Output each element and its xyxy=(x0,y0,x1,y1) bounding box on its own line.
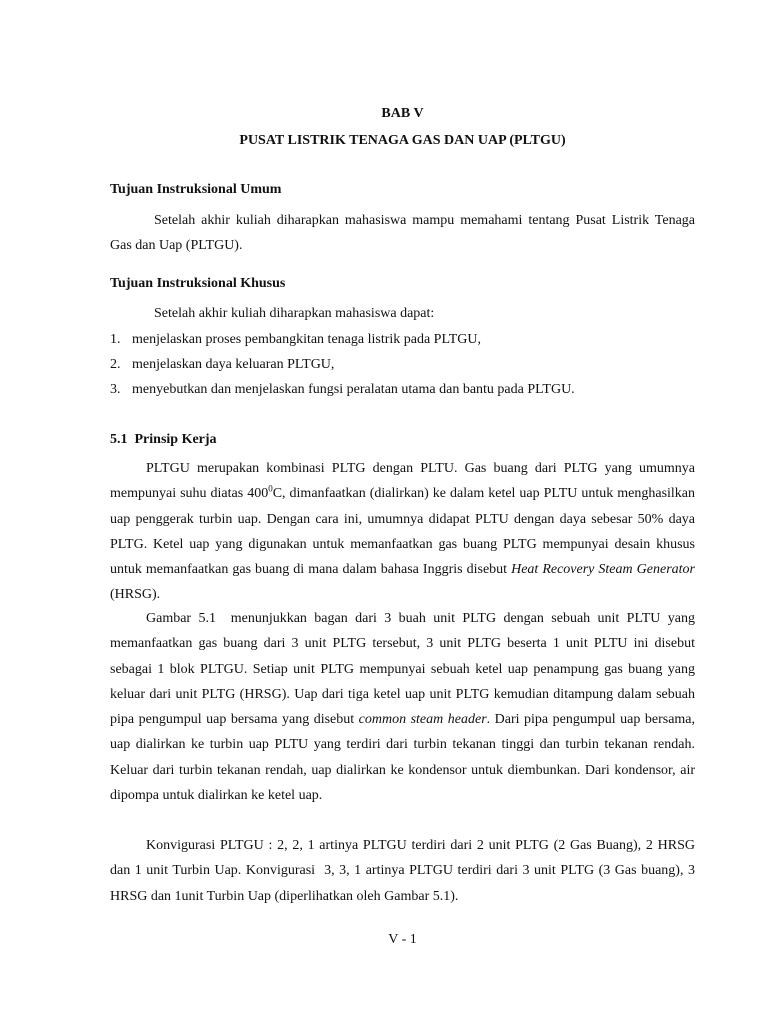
hrsg-term: Heat Recovery Steam Generator xyxy=(511,562,695,578)
list-text: menyebutkan dan menjelaskan fungsi peralatan utama dan bantu pada PLTGU. xyxy=(132,382,575,397)
paragraph-3: Konvigurasi PLTGU : 2, 2, 1 artinya PLTGU terdiri dari 2 unit PLTG (2 Gas Buang), 2 HRSG dan 1 unit Turbin Uap. Konvigurasi 3, 3, 1 artinya PLTGU terdiri dari 3 unit PLTG (3 Gas buang), 3 HRSG dan 1unit Turbin Uap (diperlihatkan oleh Gambar 5.1). xyxy=(110,838,699,904)
list-number: 1. xyxy=(110,332,121,347)
paragraph-1-text-c: (HRSG). xyxy=(110,587,161,603)
chapter-label: BAB V xyxy=(381,106,424,121)
chapter-title: PUSAT LISTRIK TENAGA GAS DAN UAP (PLTGU) xyxy=(239,133,566,148)
tik-intro: Setelah akhir kuliah diharapkan mahasiswa dapat: xyxy=(154,306,435,321)
page-number: V - 1 xyxy=(388,932,417,947)
list-item xyxy=(110,357,695,382)
tiu-heading: Tujuan Instruksional Umum xyxy=(110,182,282,197)
list-text: menjelaskan daya keluaran PLTGU, xyxy=(132,357,335,372)
tik-heading: Tujuan Instruksional Khusus xyxy=(110,276,286,291)
paragraph-1 xyxy=(110,456,695,608)
list-item xyxy=(110,382,695,407)
common-steam-header-term: common steam header xyxy=(358,712,487,728)
paragraph-2 xyxy=(110,606,699,808)
list-text: menjelaskan proses pembangkitan tenaga listrik pada PLTGU, xyxy=(132,332,482,347)
list-number: 3. xyxy=(110,382,121,397)
paragraph-2-text-a: Gambar 5.1 menunjukkan bagan dari 3 buah unit PLTG dengan sebuah unit PLTU yang memanfaatkan gas buang dari 3 unit PLTG tersebut, 3 unit PLTG beserta 1 unit PLTU ini disebut sebagai 1 blok PLTGU. Setiap unit PLTG mempunyai sebuah ketel uap penampung gas buang yang keluar dari unit PLTG (HRSG). Uap dari tiga ketel uap unit PLTG kemudian ditampung dalam sebuah pipa pengumpul uap bersama yang disebut xyxy=(110,611,699,728)
section-heading: 5.1 Prinsip Kerja xyxy=(110,432,217,447)
paragraph-1-text-b: C, dimanfaatkan (dialirkan) ke dalam ketel uap PLTU untuk menghasilkan uap penggerak turbin uap. Dengan cara ini, umumnya didapat PLTU dengan daya sebesar 50% daya PLTG. Ketel uap yang digunakan untuk memanfaatkan gas buang PLTG mempunyai desain khusus untuk memanfaatkan gas buang di mana dalam bahasa Inggris disebut xyxy=(110,486,696,578)
degree-superscript: 0 xyxy=(268,483,273,494)
paragraph-2-text-b: . Dari pipa pengumpul uap bersama, uap dialirkan ke turbin uap PLTU yang terdiri dari turbin tekanan tinggi dan turbin tekanan rendah. Keluar dari turbin tekanan rendah, uap dialirkan ke kondensor untuk diembunkan. Dari kondensor, air dipompa untuk dialirkan ke ketel uap. xyxy=(110,712,699,804)
objective-list xyxy=(110,332,695,407)
tiu-paragraph: Setelah akhir kuliah diharapkan mahasiswa mampu memahami tentang Pusat Listrik Tenaga Gas dan Uap (PLTGU). xyxy=(110,213,695,254)
paragraph-1-text-a: PLTGU merupakan kombinasi PLTG dengan PLTU. Gas buang dari PLTG yang umumnya mempunyai suhu diatas 400 xyxy=(110,461,695,502)
list-number: 2. xyxy=(110,357,121,372)
list-item xyxy=(110,332,695,357)
